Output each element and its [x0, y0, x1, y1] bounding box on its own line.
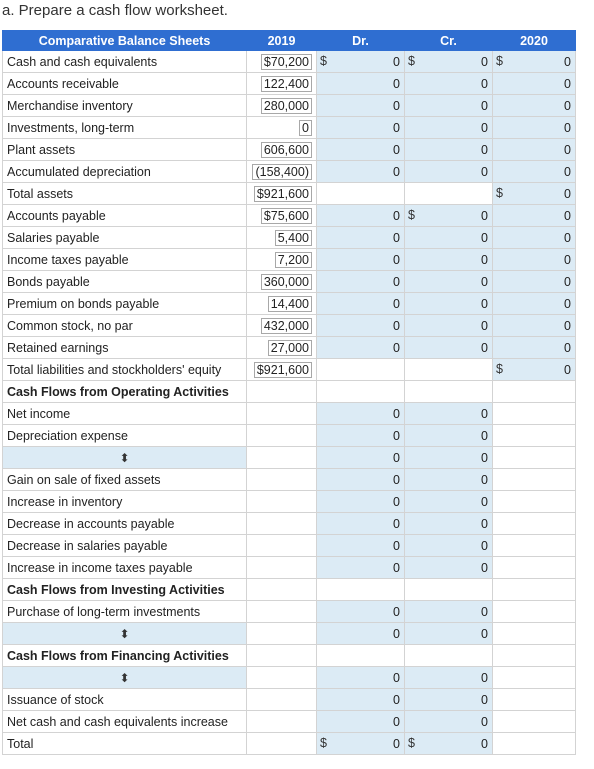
debit-input[interactable] — [317, 711, 405, 733]
empty-cell — [493, 447, 576, 469]
table-row — [3, 645, 576, 667]
row-label: Accumulated depreciation — [3, 161, 247, 183]
credit-input[interactable] — [405, 425, 493, 447]
credit-input[interactable] — [405, 315, 493, 337]
debit-input-value: 0 — [393, 670, 400, 685]
currency-sign: $ — [408, 54, 415, 68]
credit-input-value: 0 — [481, 142, 488, 157]
cell-2019 — [247, 139, 317, 161]
table-row — [3, 469, 576, 491]
credit-input[interactable] — [405, 139, 493, 161]
cell-2020-value: 0 — [564, 274, 571, 289]
cell-2020[interactable] — [493, 249, 576, 271]
credit-input[interactable] — [405, 557, 493, 579]
empty-cell — [317, 183, 405, 205]
credit-input-value: 0 — [481, 252, 488, 267]
cell-2019-value: 0 — [299, 120, 312, 136]
cell-2019-value: $70,200 — [261, 54, 312, 70]
table-row — [3, 205, 576, 227]
cell-2019 — [247, 293, 317, 315]
credit-input[interactable] — [405, 711, 493, 733]
debit-input-value: 0 — [393, 318, 400, 333]
cell-2019 — [247, 337, 317, 359]
row-label: Increase in income taxes payable — [3, 557, 247, 579]
cell-2020-value: 0 — [564, 76, 571, 91]
credit-input[interactable] — [405, 535, 493, 557]
debit-input[interactable] — [317, 271, 405, 293]
cell-2019 — [247, 271, 317, 293]
row-label: Decrease in salaries payable — [3, 535, 247, 557]
credit-input[interactable] — [405, 447, 493, 469]
empty-cell — [405, 183, 493, 205]
credit-input-value: 0 — [481, 406, 488, 421]
debit-input-value: 0 — [393, 450, 400, 465]
table-row — [3, 139, 576, 161]
cell-2019 — [247, 359, 317, 381]
cell-2020[interactable] — [493, 161, 576, 183]
debit-input[interactable] — [317, 161, 405, 183]
debit-input-value: 0 — [393, 142, 400, 157]
debit-input-value: 0 — [393, 230, 400, 245]
cell-2020[interactable] — [493, 271, 576, 293]
table-row — [3, 623, 576, 645]
empty-cell — [247, 381, 317, 403]
debit-input[interactable] — [317, 491, 405, 513]
empty-cell — [247, 601, 317, 623]
cell-2019 — [247, 161, 317, 183]
row-label: Gain on sale of fixed assets — [3, 469, 247, 491]
currency-sign: $ — [496, 54, 503, 68]
table-row — [3, 689, 576, 711]
empty-cell — [317, 359, 405, 381]
empty-cell — [493, 667, 576, 689]
cell-2020-value: 0 — [564, 142, 571, 157]
empty-cell — [493, 469, 576, 491]
table-row — [3, 117, 576, 139]
credit-input-value: 0 — [481, 450, 488, 465]
empty-cell — [493, 535, 576, 557]
credit-input-value: 0 — [481, 494, 488, 509]
cell-2020[interactable] — [493, 315, 576, 337]
table-row — [3, 271, 576, 293]
credit-input[interactable] — [405, 271, 493, 293]
cell-2019-value: (158,400) — [252, 164, 312, 180]
debit-input-value: 0 — [393, 98, 400, 113]
section-heading: Cash Flows from Operating Activities — [3, 381, 247, 403]
row-label: Premium on bonds payable — [3, 293, 247, 315]
debit-input-value: 0 — [393, 76, 400, 91]
credit-input[interactable] — [405, 403, 493, 425]
header-debit: Dr. — [317, 31, 405, 51]
cell-2019-value: 14,400 — [268, 296, 312, 312]
empty-cell — [405, 381, 493, 403]
currency-sign: $ — [320, 54, 327, 68]
table-row — [3, 711, 576, 733]
cell-2020[interactable] — [493, 183, 576, 205]
row-label: Income taxes payable — [3, 249, 247, 271]
empty-cell — [247, 645, 317, 667]
empty-cell — [247, 579, 317, 601]
currency-sign: $ — [408, 736, 415, 750]
debit-input[interactable] — [317, 535, 405, 557]
cell-2020-value: 0 — [564, 296, 571, 311]
cell-2019-value: 432,000 — [261, 318, 312, 334]
credit-input[interactable] — [405, 227, 493, 249]
debit-input-value: 0 — [393, 516, 400, 531]
table-row — [3, 51, 576, 73]
credit-input[interactable] — [405, 293, 493, 315]
cell-2019-value: 27,000 — [268, 340, 312, 356]
cell-2020-value: 0 — [564, 120, 571, 135]
empty-cell — [405, 645, 493, 667]
debit-input[interactable] — [317, 601, 405, 623]
credit-input[interactable] — [405, 469, 493, 491]
debit-input[interactable] — [317, 689, 405, 711]
empty-cell — [247, 557, 317, 579]
empty-cell — [317, 381, 405, 403]
debit-input[interactable] — [317, 667, 405, 689]
table-row — [3, 293, 576, 315]
cell-2019-value: 280,000 — [261, 98, 312, 114]
table-row — [3, 447, 576, 469]
currency-sign: $ — [320, 736, 327, 750]
empty-cell — [493, 381, 576, 403]
credit-input[interactable] — [405, 667, 493, 689]
empty-cell — [493, 513, 576, 535]
cell-2019 — [247, 227, 317, 249]
cell-2020[interactable] — [493, 117, 576, 139]
credit-input-value: 0 — [481, 538, 488, 553]
debit-input[interactable] — [317, 557, 405, 579]
debit-input-value: 0 — [393, 296, 400, 311]
cell-2019 — [247, 205, 317, 227]
cell-2020-value: 0 — [564, 98, 571, 113]
empty-cell — [493, 733, 576, 755]
debit-input-value: 0 — [393, 604, 400, 619]
cell-2019-value: 5,400 — [275, 230, 312, 246]
debit-input-value: 0 — [393, 428, 400, 443]
currency-sign: $ — [408, 208, 415, 222]
credit-input-value: 0 — [481, 604, 488, 619]
cell-2020[interactable] — [493, 51, 576, 73]
table-row — [3, 425, 576, 447]
row-label: Salaries payable — [3, 227, 247, 249]
table-row — [3, 73, 576, 95]
table-row — [3, 381, 576, 403]
cell-2019 — [247, 315, 317, 337]
table-row — [3, 667, 576, 689]
header-2020: 2020 — [493, 31, 576, 51]
credit-input[interactable] — [405, 73, 493, 95]
cell-2020[interactable] — [493, 227, 576, 249]
debit-input[interactable] — [317, 205, 405, 227]
credit-input[interactable] — [405, 337, 493, 359]
empty-cell — [493, 403, 576, 425]
debit-input-value: 0 — [393, 120, 400, 135]
cell-2019-value: 7,200 — [275, 252, 312, 268]
cell-2020[interactable] — [493, 359, 576, 381]
debit-input-value: 0 — [393, 252, 400, 267]
credit-input[interactable] — [405, 513, 493, 535]
empty-cell — [247, 447, 317, 469]
debit-input[interactable] — [317, 513, 405, 535]
empty-cell — [493, 689, 576, 711]
debit-input[interactable] — [317, 337, 405, 359]
debit-input[interactable] — [317, 403, 405, 425]
credit-input[interactable] — [405, 205, 493, 227]
debit-input-value: 0 — [393, 736, 400, 751]
debit-input[interactable] — [317, 623, 405, 645]
table-row — [3, 601, 576, 623]
empty-cell — [247, 711, 317, 733]
table-row — [3, 161, 576, 183]
table-row — [3, 733, 576, 755]
debit-input-value: 0 — [393, 274, 400, 289]
cell-2020-value: 0 — [564, 186, 571, 201]
table-row — [3, 249, 576, 271]
credit-input-value: 0 — [481, 230, 488, 245]
credit-input[interactable] — [405, 623, 493, 645]
credit-input-value: 0 — [481, 626, 488, 641]
row-label: Increase in inventory — [3, 491, 247, 513]
credit-input-value: 0 — [481, 670, 488, 685]
credit-input-value: 0 — [481, 98, 488, 113]
cell-2020-value: 0 — [564, 164, 571, 179]
empty-cell — [247, 425, 317, 447]
total-label: Total — [3, 733, 247, 755]
cell-2020-value: 0 — [564, 54, 571, 69]
currency-sign: $ — [496, 362, 503, 376]
credit-input-value: 0 — [481, 296, 488, 311]
table-row — [3, 403, 576, 425]
empty-cell — [247, 469, 317, 491]
credit-input-value: 0 — [481, 340, 488, 355]
table-row — [3, 95, 576, 117]
cell-2019 — [247, 117, 317, 139]
credit-input-value: 0 — [481, 428, 488, 443]
debit-input-value: 0 — [393, 164, 400, 179]
table-row — [3, 557, 576, 579]
cell-2020-value: 0 — [564, 362, 571, 377]
cell-2019 — [247, 95, 317, 117]
table-row — [3, 535, 576, 557]
row-label: Decrease in accounts payable — [3, 513, 247, 535]
cell-2019 — [247, 183, 317, 205]
empty-cell — [405, 579, 493, 601]
debit-input[interactable] — [317, 447, 405, 469]
debit-input[interactable] — [317, 227, 405, 249]
cell-2019-value: $921,600 — [254, 362, 312, 378]
section-heading: Cash Flows from Financing Activities — [3, 645, 247, 667]
cell-2019 — [247, 249, 317, 271]
cell-2020-value: 0 — [564, 340, 571, 355]
cell-2020-value: 0 — [564, 208, 571, 223]
debit-input[interactable] — [317, 139, 405, 161]
debit-input-value: 0 — [393, 472, 400, 487]
debit-input-value: 0 — [393, 208, 400, 223]
debit-input[interactable] — [317, 51, 405, 73]
row-label: Net cash and cash equivalents increase — [3, 711, 247, 733]
credit-input[interactable] — [405, 95, 493, 117]
cell-2019 — [247, 51, 317, 73]
empty-cell — [247, 513, 317, 535]
credit-input[interactable] — [405, 491, 493, 513]
debit-input[interactable] — [317, 293, 405, 315]
credit-input-value: 0 — [481, 274, 488, 289]
debit-input-value: 0 — [393, 494, 400, 509]
cell-2019-value: 122,400 — [261, 76, 312, 92]
empty-cell — [493, 645, 576, 667]
account-select-dropdown[interactable] — [3, 623, 247, 645]
row-label: Net income — [3, 403, 247, 425]
cell-2020-value: 0 — [564, 230, 571, 245]
row-label: Depreciation expense — [3, 425, 247, 447]
table-row — [3, 513, 576, 535]
empty-cell — [493, 623, 576, 645]
empty-cell — [493, 601, 576, 623]
empty-cell — [493, 711, 576, 733]
cell-2019-value: 606,600 — [261, 142, 312, 158]
account-select-dropdown[interactable] — [3, 667, 247, 689]
empty-cell — [493, 425, 576, 447]
table-row — [3, 579, 576, 601]
empty-cell — [247, 535, 317, 557]
empty-cell — [317, 645, 405, 667]
credit-input-value: 0 — [481, 560, 488, 575]
worksheet-body — [3, 51, 576, 755]
debit-input[interactable] — [317, 425, 405, 447]
debit-input[interactable] — [317, 117, 405, 139]
empty-cell — [493, 579, 576, 601]
cell-2020[interactable] — [493, 293, 576, 315]
row-label: Bonds payable — [3, 271, 247, 293]
empty-cell — [405, 359, 493, 381]
chevron-updown-icon: ⬍ — [119, 626, 130, 641]
empty-cell — [247, 733, 317, 755]
table-row — [3, 183, 576, 205]
section-heading: Cash Flows from Investing Activities — [3, 579, 247, 601]
debit-input-value: 0 — [393, 692, 400, 707]
debit-input-value: 0 — [393, 340, 400, 355]
credit-input-value: 0 — [481, 318, 488, 333]
currency-sign: $ — [496, 186, 503, 200]
cell-2020[interactable] — [493, 95, 576, 117]
credit-input[interactable] — [405, 117, 493, 139]
chevron-updown-icon: ⬍ — [119, 450, 130, 465]
debit-input-value: 0 — [393, 714, 400, 729]
header-balance-sheets: Comparative Balance Sheets — [3, 31, 247, 51]
cell-2020[interactable] — [493, 205, 576, 227]
table-row — [3, 359, 576, 381]
credit-input-value: 0 — [481, 54, 488, 69]
row-label: Issuance of stock — [3, 689, 247, 711]
credit-input[interactable] — [405, 733, 493, 755]
cell-2019-value: 360,000 — [261, 274, 312, 290]
cell-2020[interactable] — [493, 139, 576, 161]
cell-2020[interactable] — [493, 337, 576, 359]
row-label: Investments, long-term — [3, 117, 247, 139]
credit-input-value: 0 — [481, 164, 488, 179]
total-label: Total assets — [3, 183, 247, 205]
empty-cell — [317, 579, 405, 601]
debit-input[interactable] — [317, 469, 405, 491]
credit-input-value: 0 — [481, 472, 488, 487]
cell-2020[interactable] — [493, 73, 576, 95]
cell-2020-value: 0 — [564, 318, 571, 333]
credit-input[interactable] — [405, 601, 493, 623]
row-label: Cash and cash equivalents — [3, 51, 247, 73]
debit-input-value: 0 — [393, 406, 400, 421]
question-title: a. Prepare a cash flow worksheet. — [2, 2, 228, 19]
cell-2020-value: 0 — [564, 252, 571, 267]
credit-input-value: 0 — [481, 692, 488, 707]
row-label: Retained earnings — [3, 337, 247, 359]
debit-input[interactable] — [317, 733, 405, 755]
table-row — [3, 227, 576, 249]
row-label: Common stock, no par — [3, 315, 247, 337]
header-2019: 2019 — [247, 31, 317, 51]
empty-cell — [247, 491, 317, 513]
empty-cell — [493, 491, 576, 513]
credit-input-value: 0 — [481, 516, 488, 531]
table-row — [3, 337, 576, 359]
credit-input-value: 0 — [481, 208, 488, 223]
row-label: Purchase of long-term investments — [3, 601, 247, 623]
credit-input[interactable] — [405, 249, 493, 271]
empty-cell — [247, 623, 317, 645]
cell-2019 — [247, 73, 317, 95]
header-row — [3, 31, 576, 51]
credit-input-value: 0 — [481, 714, 488, 729]
row-label: Accounts payable — [3, 205, 247, 227]
credit-input-value: 0 — [481, 76, 488, 91]
debit-input-value: 0 — [393, 560, 400, 575]
debit-input-value: 0 — [393, 54, 400, 69]
credit-input-value: 0 — [481, 120, 488, 135]
credit-input[interactable] — [405, 51, 493, 73]
credit-input-value: 0 — [481, 736, 488, 751]
credit-input[interactable] — [405, 689, 493, 711]
total-label: Total liabilities and stockholders' equity — [3, 359, 247, 381]
empty-cell — [247, 403, 317, 425]
row-label: Accounts receivable — [3, 73, 247, 95]
cash-flow-worksheet — [2, 30, 576, 755]
empty-cell — [493, 557, 576, 579]
debit-input[interactable] — [317, 315, 405, 337]
row-label: Plant assets — [3, 139, 247, 161]
empty-cell — [247, 689, 317, 711]
row-label: Merchandise inventory — [3, 95, 247, 117]
table-row — [3, 315, 576, 337]
cell-2019-value: $921,600 — [254, 186, 312, 202]
cell-2019-value: $75,600 — [261, 208, 312, 224]
debit-input-value: 0 — [393, 538, 400, 553]
debit-input[interactable] — [317, 95, 405, 117]
header-credit: Cr. — [405, 31, 493, 51]
debit-input[interactable] — [317, 249, 405, 271]
credit-input[interactable] — [405, 161, 493, 183]
table-row — [3, 491, 576, 513]
debit-input[interactable] — [317, 73, 405, 95]
chevron-updown-icon: ⬍ — [119, 670, 130, 685]
empty-cell — [247, 667, 317, 689]
account-select-dropdown[interactable] — [3, 447, 247, 469]
debit-input-value: 0 — [393, 626, 400, 641]
